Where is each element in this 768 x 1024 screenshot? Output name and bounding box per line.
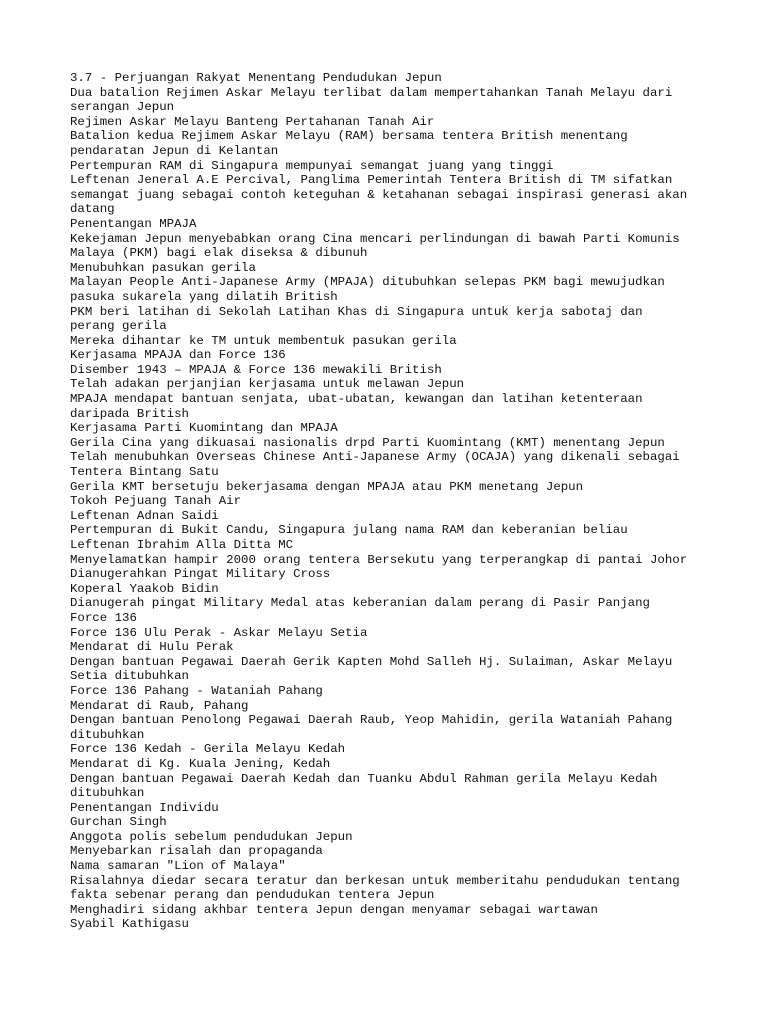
text-line: Setia ditubuhkan (70, 669, 189, 684)
text-line: Batalion kedua Rejimem Askar Melayu (RAM) bersama tentera British menentang (70, 129, 628, 144)
text-line: Pertempuran di Bukit Candu, Singapura julang nama RAM dan keberanian beliau (70, 523, 628, 538)
text-line: Dianugerah pingat Military Medal atas keberanian dalam perang di Pasir Panjang (70, 596, 650, 611)
text-line: Pertempuran RAM di Singapura mempunyai semangat juang yang tinggi (70, 158, 554, 173)
text-line: Dianugerahkan Pingat Military Cross (70, 567, 331, 582)
text-line: Dengan bantuan Penolong Pegawai Daerah Raub, Yeop Mahidin, gerila Wataniah Pahang (70, 713, 673, 728)
text-line: serangan Jepun (70, 100, 175, 115)
text-line: Leftenan Jeneral A.E Percival, Panglima Pemerintah Tentera British di TM sifatkan (70, 173, 673, 188)
text-line: Malaya (PKM) bagi elak diseksa & dibunuh (70, 246, 368, 261)
text-line: Telah menubuhkan Overseas Chinese Anti-Japanese Army (OCAJA) yang dikenali sebagai (70, 450, 680, 465)
text-line: Dengan bantuan Pegawai Daerah Kedah dan Tuanku Abdul Rahman gerila Melayu Kedah (70, 771, 658, 786)
text-line: Tokoh Pejuang Tanah Air (70, 494, 242, 509)
text-line: fakta sebenar perang dan pendudukan tentera Jepun (70, 888, 435, 903)
text-line: Gurchan Singh (70, 815, 167, 830)
text-line: Dua batalion Rejimen Askar Melayu terlibat dalam mempertahankan Tanah Melayu dari (70, 85, 673, 100)
text-line: Menubuhkan pasukan gerila (70, 260, 256, 275)
text-line: Anggota polis sebelum pendudukan Jepun (70, 829, 353, 844)
text-line: pendaratan Jepun di Kelantan (70, 143, 279, 158)
text-line: Mendarat di Kg. Kuala Jening, Kedah (70, 756, 331, 771)
text-line: daripada British (70, 406, 189, 421)
text-line: Force 136 (70, 610, 137, 625)
text-line: 3.7 - Perjuangan Rakyat Menentang Pendudukan Jepun (70, 71, 442, 85)
text-line: ditubuhkan (70, 786, 145, 801)
text-line: Disember 1943 – MPAJA & Force 136 mewakili British (70, 362, 442, 377)
text-line: Penentangan MPAJA (70, 216, 197, 231)
text-line: Koperal Yaakob Bidin (70, 581, 219, 596)
text-line: Telah adakan perjanjian kerjasama untuk melawan Jepun (70, 377, 465, 392)
text-line: ditubuhkan (70, 727, 145, 742)
text-line: Mereka dihantar ke TM untuk membentuk pasukan gerila (70, 333, 457, 348)
text-line: Kerjasama Parti Kuomintang dan MPAJA (70, 421, 338, 436)
text-line: Nama samaran "Lion of Malaya" (70, 859, 286, 874)
text-line: Force 136 Ulu Perak - Askar Melayu Setia (70, 625, 368, 640)
text-line: semangat juang sebagai contoh keteguhan & ketahanan sebagai inspirasi generasi akan (70, 187, 688, 202)
text-line: Risalahnya diedar secara teratur dan berkesan untuk memberitahu pendudukan tentang (70, 873, 680, 888)
text-line: Kerjasama MPAJA dan Force 136 (70, 348, 286, 363)
text-line: Mendarat di Hulu Perak (70, 640, 234, 655)
text-line: Force 136 Kedah - Gerila Melayu Kedah (70, 742, 346, 757)
text-line: Rejimen Askar Melayu Banteng Pertahanan Tanah Air (70, 114, 435, 129)
text-line: Force 136 Pahang - Wataniah Pahang (70, 683, 323, 698)
text-line: PKM beri latihan di Sekolah Latihan Khas di Singapura untuk kerja sabotaj dan (70, 304, 643, 319)
text-line: Dengan bantuan Pegawai Daerah Gerik Kapten Mohd Salleh Hj. Sulaiman, Askar Melayu (70, 654, 673, 669)
text-line: MPAJA mendapat bantuan senjata, ubat-ubatan, kewangan dan latihan ketenteraan (70, 392, 643, 407)
text-line: Leftenan Adnan Saidi (70, 508, 219, 523)
text-line: Gerila KMT bersetuju bekerjasama dengan MPAJA atau PKM menetang Jepun (70, 479, 584, 494)
text-line: perang gerila (70, 319, 167, 334)
text-line: Penentangan Individu (70, 800, 219, 815)
document-text (70, 71, 710, 932)
text-line: Gerila Cina yang dikuasai nasionalis drpd Parti Kuomintang (KMT) menentang Jepun (70, 435, 665, 450)
text-line: Syabil Kathigasu (70, 917, 189, 932)
text-line: Tentera Bintang Satu (70, 465, 219, 480)
text-line: Menghadiri sidang akhbar tentera Jepun dengan menyamar sebagai wartawan (70, 902, 598, 917)
text-line: Leftenan Ibrahim Alla Ditta MC (70, 538, 294, 552)
text-line: Menyebarkan risalah dan propaganda (70, 844, 323, 859)
text-line: datang (70, 202, 115, 217)
text-line: Malayan People Anti-Japanese Army (MPAJA) ditubuhkan selepas PKM bagi mewujudkan (70, 275, 665, 290)
text-line: Menyelamatkan hampir 2000 orang tentera Bersekutu yang terperangkap di pantai Johor (70, 552, 688, 567)
text-line: Mendarat di Raub, Pahang (70, 698, 249, 713)
text-line: Kekejaman Jepun menyebabkan orang Cina mencari perlindungan di bawah Parti Komunis (70, 231, 680, 246)
text-line: pasuka sukarela yang dilatih British (70, 289, 338, 304)
